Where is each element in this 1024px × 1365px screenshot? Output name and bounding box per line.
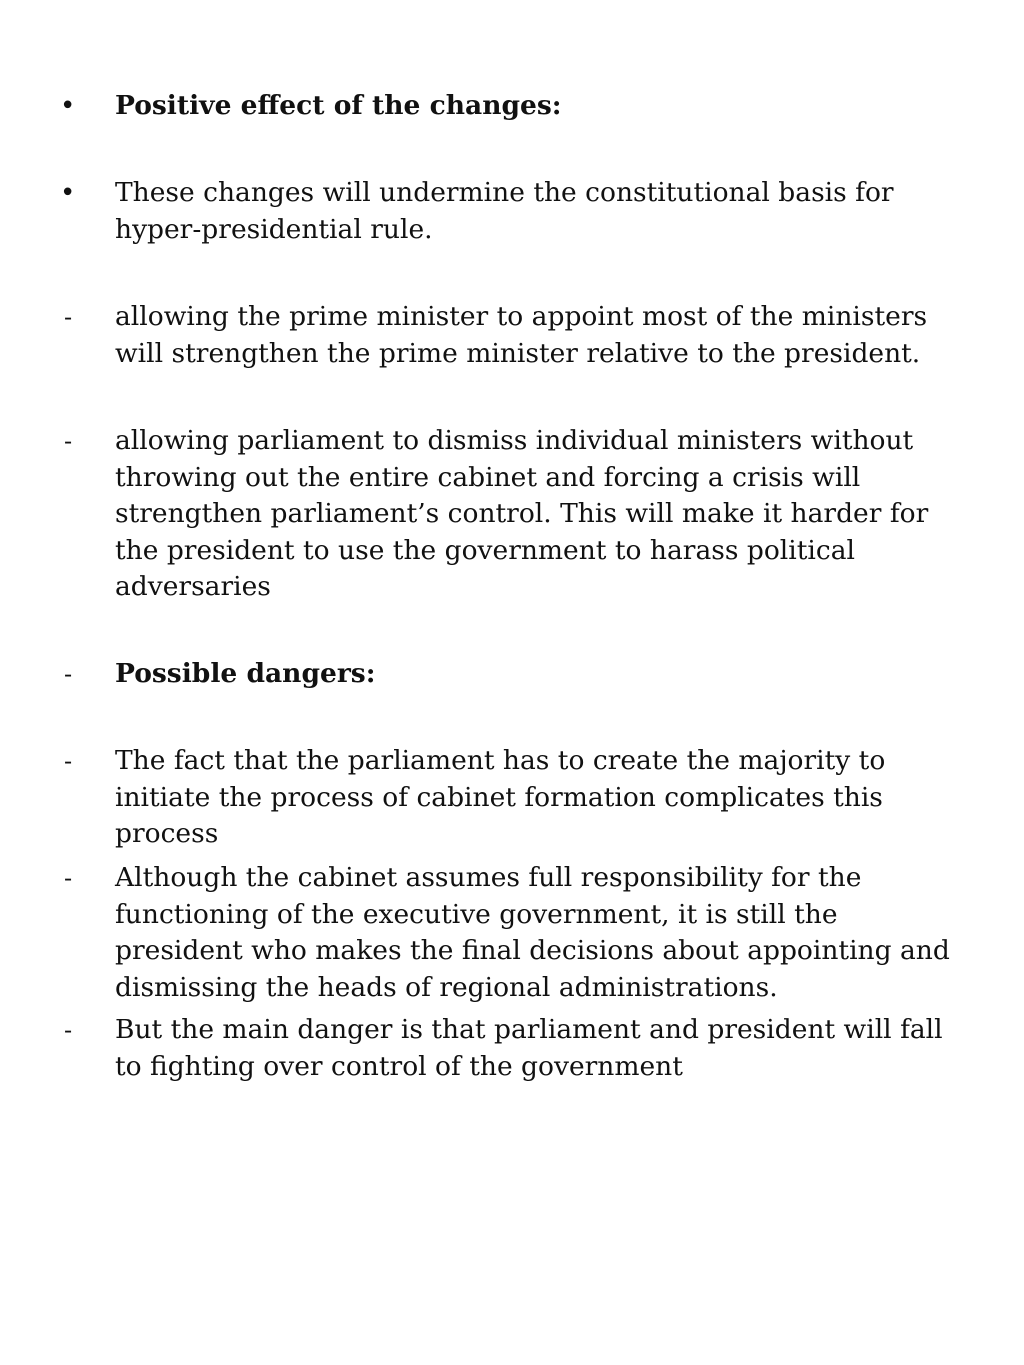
dash-marker: - <box>64 747 73 775</box>
heading-positive-effects: Positive effect of the changes: <box>115 90 562 121</box>
bullet-item-undermine <box>60 175 960 248</box>
dash-item-main-danger <box>60 1012 960 1085</box>
bullet-marker: • <box>60 91 76 121</box>
dash-text: Although the cabinet assumes full responsibility for the functioning of the executive government, it is still the president who makes the final decisions about appointing and dismissing the heads of regional administrations. <box>115 862 950 1003</box>
dash-text: But the main danger is that parliament and president will fall to fighting over control of the government <box>115 1014 943 1082</box>
heading-possible-dangers: Possible dangers: <box>115 658 376 689</box>
dash-item-cabinet-responsibility <box>60 860 960 1006</box>
bullet-text: These changes will undermine the constitutional basis for hyper-presidential rule. <box>115 177 894 245</box>
dash-marker: - <box>64 303 73 331</box>
dash-item-heading-dangers <box>60 656 960 693</box>
dash-text: allowing parliament to dismiss individual ministers without throwing out the entire cabinet and forcing a crisis will strengthen parliament’s control. This will make it harder for the president to use the government to harass political adversaries <box>115 425 929 602</box>
dash-marker: - <box>64 864 73 892</box>
dash-item-majority <box>60 743 960 853</box>
dash-marker: - <box>64 660 73 688</box>
dash-item-prime-minister <box>60 299 960 372</box>
dash-text: allowing the prime minister to appoint most of the ministers will strengthen the prime minister relative to the president. <box>115 301 928 369</box>
dash-marker: - <box>64 427 73 455</box>
dash-text: The fact that the parliament has to create the majority to initiate the process of cabinet formation complicates this process <box>115 745 886 849</box>
dash-item-parliament-dismiss <box>60 423 960 606</box>
bullet-item-heading-positive <box>60 88 960 125</box>
dash-marker: - <box>64 1016 73 1044</box>
bullet-marker: • <box>60 178 76 208</box>
